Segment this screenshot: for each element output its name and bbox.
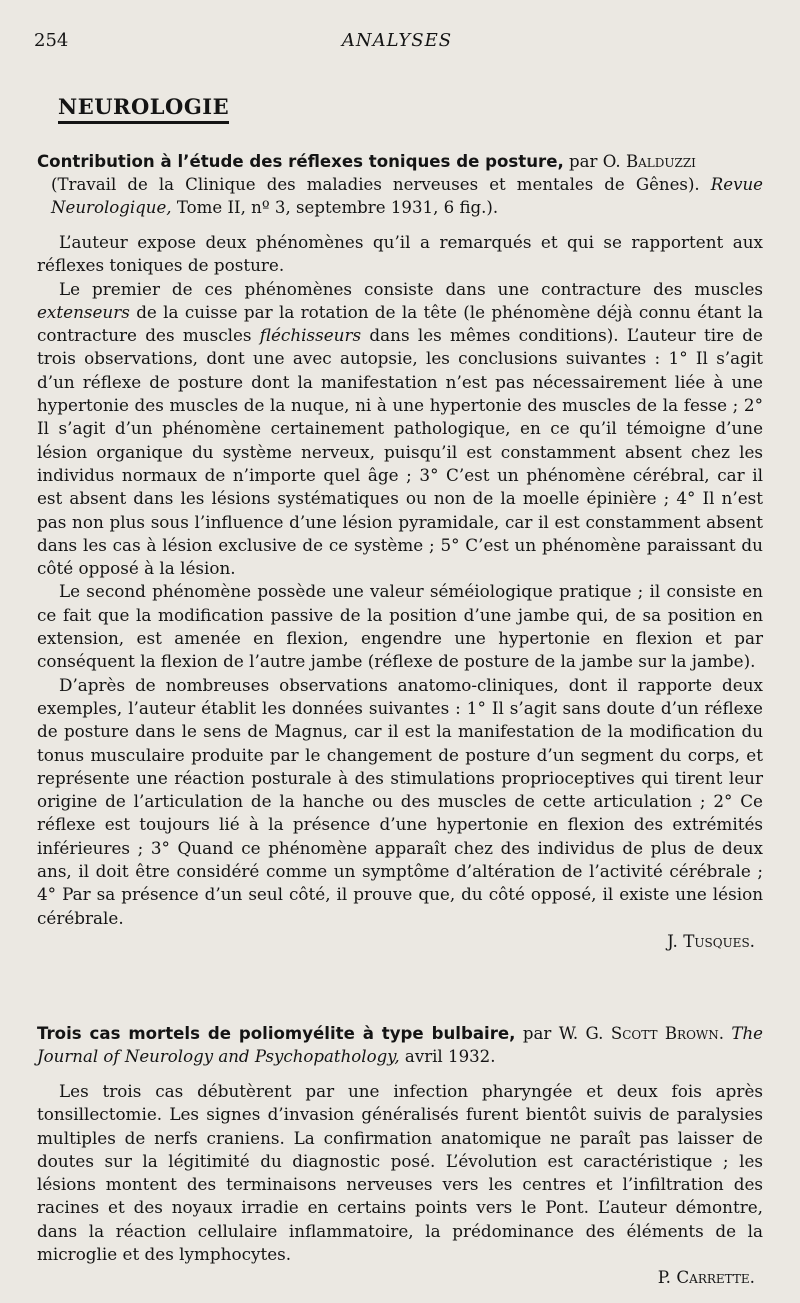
article-1-heading: [37, 150, 763, 219]
article-1-journal: Revue Neurologique,: [51, 175, 763, 217]
p2-emphasis-flechisseurs: fléchisseurs: [259, 325, 362, 346]
article-2-signature: [37, 1266, 763, 1289]
article-1-reference: [37, 173, 763, 219]
article-1-by: par: [569, 152, 598, 171]
running-title: ANALYSES: [341, 30, 453, 51]
article-1-title: Contribution à l’étude des réflexes toniques de posture,: [37, 152, 564, 171]
article-2-heading: [37, 1022, 763, 1068]
article-2: [37, 1022, 763, 1289]
article-1-signature-text: J. Tusques.: [667, 930, 755, 951]
p2-emphasis-extenseurs: extenseurs: [37, 301, 130, 322]
article-2-by: par: [522, 1024, 552, 1043]
running-header: [34, 30, 760, 54]
article-2-body: [37, 1080, 763, 1266]
article-2-journal: The Journal of Neurology and Psychopathology,: [37, 1024, 763, 1066]
p2-part-c: dans les mêmes conditions). L’auteur tire de trois observations, dont une avec autopsie, les conclusions suivantes : 1° Il s’agit d’un réflexe de posture dont la manifestation n’est pas nécessairement liée à une hypertonie des muscles de la nuque, ni à une hypertonie des muscles de la fesse ; 2° Il s’agit d’un phénomène certainement pathologique, en ce qu’il témoigne d’une lésion organique du système nerveux, puisqu’il est constamment absent chez les individus normaux de n’importe quel âge ; 3° C’est un phénomène cérébral, car il est absent dans les lésions systématiques ou non de la moelle épinière ; 4° Il n’est pas non plus sous l’influence d’une lésion pyramidale, car il est constamment absent dans les cas à lésion exclusive de ce système ; 5° C’est un phénomène paraissant du côté opposé à la lésion.: [37, 325, 763, 579]
article-2-signature-text: P. Carrette.: [657, 1267, 755, 1288]
p2-part-a: Le premier de ces phénomènes consiste dans une contracture des muscles: [59, 278, 763, 299]
article-1-ref-b: Tome II, nº 3, septembre 1931, 6 fig.).: [176, 198, 499, 217]
article-1-author: O. Balduzzi: [602, 152, 696, 171]
article-1-paragraph-2: [37, 278, 763, 581]
article-2-date: avril 1932.: [404, 1047, 496, 1066]
article-1-paragraph-4: D’après de nombreuses observations anatomo-cliniques, dont il rapporte deux exemples, l’auteur établit les données suivantes : 1° Il s’agit sans doute d’un réflexe de posture dans le sens de Magnus, car il est la manifestation de la modification du tonus musculaire produite par le changement de posture d’un segment du corps, et représente une réaction posturale à des stimulations proprioceptives qui tirent leur origine de l’articulation de la hanche ou des muscles de cette articulation ; 2° Ce réflexe est toujours lié à la présence d’une hypertonie en flexion des extrémités inférieures ; 3° Quand ce phénomène apparaît chez des individus de plus de deux ans, il doit être considéré comme un symptôme d’altération de l’activité cérébrale ; 4° Par sa présence d’un seul côté, il prouve que, du côté opposé, il existe une lésion cérébrale.: [37, 674, 763, 928]
section-title: NEUROLOGIE: [58, 94, 229, 124]
article-1: [37, 150, 763, 953]
article-2-paragraph-1: Les trois cas débutèrent par une infection pharyngée et deux fois après tonsillectomie. Les signes d’invasion généralisés furent bientôt suivis de paralysies multiples de nerfs craniens. La confirmation anatomique ne paraît pas laisser de doutes sur la légitimité du diagnostic posé. L’évolution est caractéristique ; les lésions montent des terminaisons nerveuses vers les centres et l’infiltration des racines et des noyaux irradie en certains points vers le Pont. L’auteur démontre, dans la réaction cellulaire inflammatoire, la prédominance des éléments de la microglie et des lymphocytes.: [37, 1081, 763, 1265]
article-1-ref-a: (Travail de la Clinique des maladies nerveuses et mentales de Gênes).: [51, 175, 700, 194]
article-1-paragraph-1: L’auteur expose deux phénomènes qu’il a remarqués et qui se rapportent aux réflexes toniques de posture.: [37, 232, 763, 276]
p2-part-b: de la cuisse par la rotation de la tête (le phénomène déjà connu étant la contracture des muscles: [37, 301, 763, 346]
page-number: 254: [34, 30, 69, 51]
article-2-title: Trois cas mortels de poliomyélite à type bulbaire,: [37, 1024, 516, 1043]
article-1-body: [37, 231, 763, 930]
article-1-signature: [37, 930, 763, 953]
article-1-paragraph-3: Le second phénomène possède une valeur séméiologique pratique ; il consiste en ce fait que la modification passive de la position d’une jambe qui, de sa position en extension, est amenée en flexion, engendre une hypertonie en flexion et par conséquent la flexion de l’autre jambe (réflexe de posture de la jambe sur la jambe).: [37, 581, 763, 672]
article-2-author: W. G. Scott Brown.: [558, 1024, 725, 1043]
